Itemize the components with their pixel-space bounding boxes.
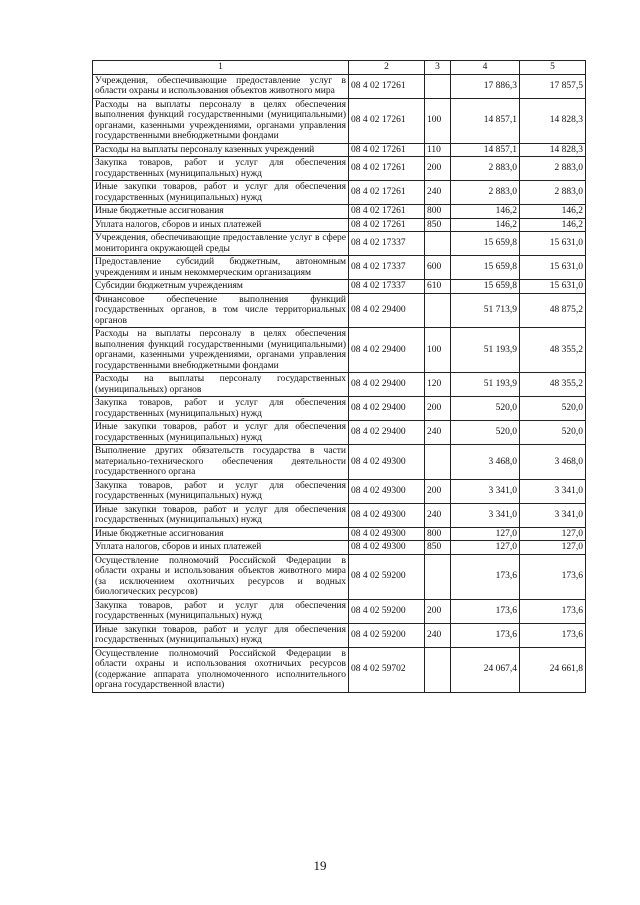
row-expense-type-cell: 800 bbox=[425, 527, 451, 541]
row-name-cell: Осуществление полномочий Российской Федерации в области охраны и использования объектов животного мира (за исключением охотничьих ресурсов и водных биологических ресурсов) bbox=[93, 554, 349, 599]
row-expense-type-cell: 120 bbox=[425, 373, 451, 397]
row-amount-col4-cell: 15 659,8 bbox=[451, 232, 520, 256]
table-row bbox=[93, 527, 586, 541]
row-amount-col5-cell: 520,0 bbox=[520, 397, 586, 421]
table-row bbox=[93, 647, 586, 692]
row-code-cell: 08 4 02 17337 bbox=[349, 280, 425, 294]
row-amount-col5-cell: 14 828,3 bbox=[520, 143, 586, 157]
table-row bbox=[93, 397, 586, 421]
row-amount-col4-cell: 173,6 bbox=[451, 623, 520, 647]
row-expense-type-cell: 850 bbox=[425, 541, 451, 555]
row-amount-col4-cell: 14 857,1 bbox=[451, 143, 520, 157]
row-amount-col4-cell: 173,6 bbox=[451, 554, 520, 599]
table-row bbox=[93, 205, 586, 219]
row-amount-col5-cell: 15 631,0 bbox=[520, 256, 586, 280]
row-name-cell: Иные закупки товаров, работ и услуг для обеспечения государственных (муниципальных) нужд bbox=[93, 623, 349, 647]
table-row bbox=[93, 421, 586, 445]
row-expense-type-cell: 200 bbox=[425, 397, 451, 421]
page-number: 19 bbox=[313, 858, 327, 873]
row-code-cell: 08 4 02 29400 bbox=[349, 421, 425, 445]
table-row bbox=[93, 232, 586, 256]
table-row bbox=[93, 373, 586, 397]
row-name-cell: Учреждения, обеспечивающие предоставление услуг в сфере мониторинга окружающей среды bbox=[93, 232, 349, 256]
row-expense-type-cell: 200 bbox=[425, 479, 451, 503]
table-body bbox=[93, 74, 586, 692]
row-code-cell: 08 4 02 17261 bbox=[349, 143, 425, 157]
row-code-cell: 08 4 02 17261 bbox=[349, 181, 425, 205]
table-row bbox=[93, 157, 586, 181]
row-expense-type-cell: 600 bbox=[425, 256, 451, 280]
row-amount-col4-cell: 51 193,9 bbox=[451, 373, 520, 397]
column-header: 5 bbox=[520, 61, 586, 75]
table-row bbox=[93, 479, 586, 503]
row-expense-type-cell: 850 bbox=[425, 218, 451, 232]
row-expense-type-cell: 240 bbox=[425, 623, 451, 647]
row-amount-col5-cell: 3 468,0 bbox=[520, 445, 586, 480]
row-expense-type-cell: 800 bbox=[425, 205, 451, 219]
row-name-cell: Иные закупки товаров, работ и услуг для обеспечения государственных (муниципальных) нужд bbox=[93, 421, 349, 445]
row-amount-col4-cell: 15 659,8 bbox=[451, 256, 520, 280]
table-row bbox=[93, 256, 586, 280]
row-name-cell: Выполнение других обязательств государства в части материально-технического обеспечения деятельности государственного органа bbox=[93, 445, 349, 480]
row-amount-col5-cell: 173,6 bbox=[520, 554, 586, 599]
row-expense-type-cell bbox=[425, 445, 451, 480]
row-amount-col4-cell: 3 341,0 bbox=[451, 479, 520, 503]
table-row bbox=[93, 98, 586, 143]
row-code-cell: 08 4 02 49300 bbox=[349, 445, 425, 480]
column-header: 2 bbox=[349, 61, 425, 75]
row-name-cell: Уплата налогов, сборов и иных платежей bbox=[93, 218, 349, 232]
row-amount-col4-cell: 127,0 bbox=[451, 541, 520, 555]
row-name-cell: Субсидии бюджетным учреждениям bbox=[93, 280, 349, 294]
row-expense-type-cell: 610 bbox=[425, 280, 451, 294]
row-expense-type-cell bbox=[425, 232, 451, 256]
table-row bbox=[93, 503, 586, 527]
row-expense-type-cell: 200 bbox=[425, 157, 451, 181]
row-amount-col5-cell: 3 341,0 bbox=[520, 479, 586, 503]
row-code-cell: 08 4 02 29400 bbox=[349, 293, 425, 328]
row-code-cell: 08 4 02 59200 bbox=[349, 599, 425, 623]
row-amount-col4-cell: 17 886,3 bbox=[451, 74, 520, 98]
table-row bbox=[93, 328, 586, 373]
row-amount-col4-cell: 51 713,9 bbox=[451, 293, 520, 328]
row-amount-col5-cell: 48 355,2 bbox=[520, 373, 586, 397]
row-name-cell: Учреждения, обеспечивающие предоставление услуг в области охраны и использования объектов животного мира bbox=[93, 74, 349, 98]
row-name-cell: Закупка товаров, работ и услуг для обеспечения государственных (муниципальных) нужд bbox=[93, 479, 349, 503]
table-row bbox=[93, 554, 586, 599]
row-amount-col4-cell: 2 883,0 bbox=[451, 157, 520, 181]
row-code-cell: 08 4 02 59200 bbox=[349, 554, 425, 599]
row-expense-type-cell: 240 bbox=[425, 421, 451, 445]
row-code-cell: 08 4 02 17261 bbox=[349, 98, 425, 143]
table-row bbox=[93, 218, 586, 232]
row-amount-col4-cell: 173,6 bbox=[451, 599, 520, 623]
row-expense-type-cell bbox=[425, 554, 451, 599]
row-expense-type-cell bbox=[425, 293, 451, 328]
row-amount-col5-cell: 173,6 bbox=[520, 599, 586, 623]
row-amount-col5-cell: 17 857,5 bbox=[520, 74, 586, 98]
column-header: 4 bbox=[451, 61, 520, 75]
row-name-cell: Иные закупки товаров, работ и услуг для обеспечения государственных (муниципальных) нужд bbox=[93, 181, 349, 205]
row-name-cell: Предоставление субсидий бюджетным, автономным учреждениям и иным некоммерческим организациям bbox=[93, 256, 349, 280]
row-amount-col4-cell: 520,0 bbox=[451, 421, 520, 445]
table-row bbox=[93, 541, 586, 555]
row-amount-col5-cell: 2 883,0 bbox=[520, 157, 586, 181]
row-code-cell: 08 4 02 49300 bbox=[349, 479, 425, 503]
row-name-cell: Расходы на выплаты персоналу в целях обеспечения выполнения функций государственными (муниципальными) органами, казенными учреждениями, органами управления государственными внебюджетными фондами bbox=[93, 328, 349, 373]
row-name-cell: Иные бюджетные ассигнования bbox=[93, 205, 349, 219]
row-code-cell: 08 4 02 17261 bbox=[349, 157, 425, 181]
table-row bbox=[93, 143, 586, 157]
row-name-cell: Расходы на выплаты персоналу казенных учреждений bbox=[93, 143, 349, 157]
row-amount-col4-cell: 520,0 bbox=[451, 397, 520, 421]
row-amount-col5-cell: 15 631,0 bbox=[520, 232, 586, 256]
row-code-cell: 08 4 02 29400 bbox=[349, 373, 425, 397]
row-amount-col5-cell: 2 883,0 bbox=[520, 181, 586, 205]
row-amount-col4-cell: 15 659,8 bbox=[451, 280, 520, 294]
row-expense-type-cell: 240 bbox=[425, 181, 451, 205]
row-name-cell: Закупка товаров, работ и услуг для обеспечения государственных (муниципальных) нужд bbox=[93, 397, 349, 421]
row-amount-col4-cell: 51 193,9 bbox=[451, 328, 520, 373]
table-row bbox=[93, 74, 586, 98]
row-amount-col5-cell: 520,0 bbox=[520, 421, 586, 445]
row-name-cell: Уплата налогов, сборов и иных платежей bbox=[93, 541, 349, 555]
table-header-row bbox=[93, 61, 586, 75]
row-amount-col5-cell: 173,6 bbox=[520, 623, 586, 647]
row-amount-col5-cell: 146,2 bbox=[520, 218, 586, 232]
row-expense-type-cell bbox=[425, 74, 451, 98]
row-expense-type-cell: 200 bbox=[425, 599, 451, 623]
row-name-cell: Финансовое обеспечение выполнения функций государственных органов, в том числе территориальных органов bbox=[93, 293, 349, 328]
row-amount-col5-cell: 127,0 bbox=[520, 541, 586, 555]
row-name-cell: Иные бюджетные ассигнования bbox=[93, 527, 349, 541]
row-name-cell: Осуществление полномочий Российской Федерации в области охраны и использования охотничьих ресурсов (содержание аппарата уполномоченного исполнительного органа государственной власти) bbox=[93, 647, 349, 692]
column-header: 3 bbox=[425, 61, 451, 75]
row-code-cell: 08 4 02 29400 bbox=[349, 397, 425, 421]
row-code-cell: 08 4 02 49300 bbox=[349, 541, 425, 555]
row-code-cell: 08 4 02 29400 bbox=[349, 328, 425, 373]
row-code-cell: 08 4 02 49300 bbox=[349, 503, 425, 527]
row-amount-col5-cell: 146,2 bbox=[520, 205, 586, 219]
row-code-cell: 08 4 02 59200 bbox=[349, 623, 425, 647]
row-code-cell: 08 4 02 17337 bbox=[349, 256, 425, 280]
row-amount-col5-cell: 3 341,0 bbox=[520, 503, 586, 527]
row-amount-col5-cell: 24 661,8 bbox=[520, 647, 586, 692]
row-name-cell: Иные закупки товаров, работ и услуг для обеспечения государственных (муниципальных) нужд bbox=[93, 503, 349, 527]
row-code-cell: 08 4 02 17261 bbox=[349, 218, 425, 232]
row-amount-col4-cell: 24 067,4 bbox=[451, 647, 520, 692]
row-amount-col5-cell: 14 828,3 bbox=[520, 98, 586, 143]
table-row bbox=[93, 293, 586, 328]
row-expense-type-cell: 110 bbox=[425, 143, 451, 157]
budget-table bbox=[92, 60, 586, 693]
row-code-cell: 08 4 02 17261 bbox=[349, 74, 425, 98]
table-row bbox=[93, 181, 586, 205]
row-name-cell: Расходы на выплаты персоналу в целях обеспечения выполнения функций государственными (муниципальными) органами, казенными учреждениями, органами управления государственными внебюджетными фондами bbox=[93, 98, 349, 143]
row-code-cell: 08 4 02 49300 bbox=[349, 527, 425, 541]
row-code-cell: 08 4 02 17261 bbox=[349, 205, 425, 219]
row-amount-col4-cell: 127,0 bbox=[451, 527, 520, 541]
row-code-cell: 08 4 02 59702 bbox=[349, 647, 425, 692]
row-amount-col4-cell: 2 883,0 bbox=[451, 181, 520, 205]
row-name-cell: Расходы на выплаты персоналу государственных (муниципальных) органов bbox=[93, 373, 349, 397]
row-code-cell: 08 4 02 17337 bbox=[349, 232, 425, 256]
row-expense-type-cell bbox=[425, 647, 451, 692]
table-row bbox=[93, 445, 586, 480]
row-amount-col5-cell: 127,0 bbox=[520, 527, 586, 541]
row-amount-col4-cell: 14 857,1 bbox=[451, 98, 520, 143]
row-expense-type-cell: 240 bbox=[425, 503, 451, 527]
table-row bbox=[93, 280, 586, 294]
row-amount-col5-cell: 15 631,0 bbox=[520, 280, 586, 294]
row-amount-col4-cell: 3 468,0 bbox=[451, 445, 520, 480]
table-row bbox=[93, 623, 586, 647]
row-name-cell: Закупка товаров, работ и услуг для обеспечения государственных (муниципальных) нужд bbox=[93, 599, 349, 623]
table-row bbox=[93, 599, 586, 623]
row-expense-type-cell: 100 bbox=[425, 328, 451, 373]
row-amount-col4-cell: 146,2 bbox=[451, 205, 520, 219]
column-header: 1 bbox=[93, 61, 349, 75]
row-expense-type-cell: 100 bbox=[425, 98, 451, 143]
row-amount-col4-cell: 146,2 bbox=[451, 218, 520, 232]
row-name-cell: Закупка товаров, работ и услуг для обеспечения государственных (муниципальных) нужд bbox=[93, 157, 349, 181]
row-amount-col4-cell: 3 341,0 bbox=[451, 503, 520, 527]
row-amount-col5-cell: 48 875,2 bbox=[520, 293, 586, 328]
row-amount-col5-cell: 48 355,2 bbox=[520, 328, 586, 373]
